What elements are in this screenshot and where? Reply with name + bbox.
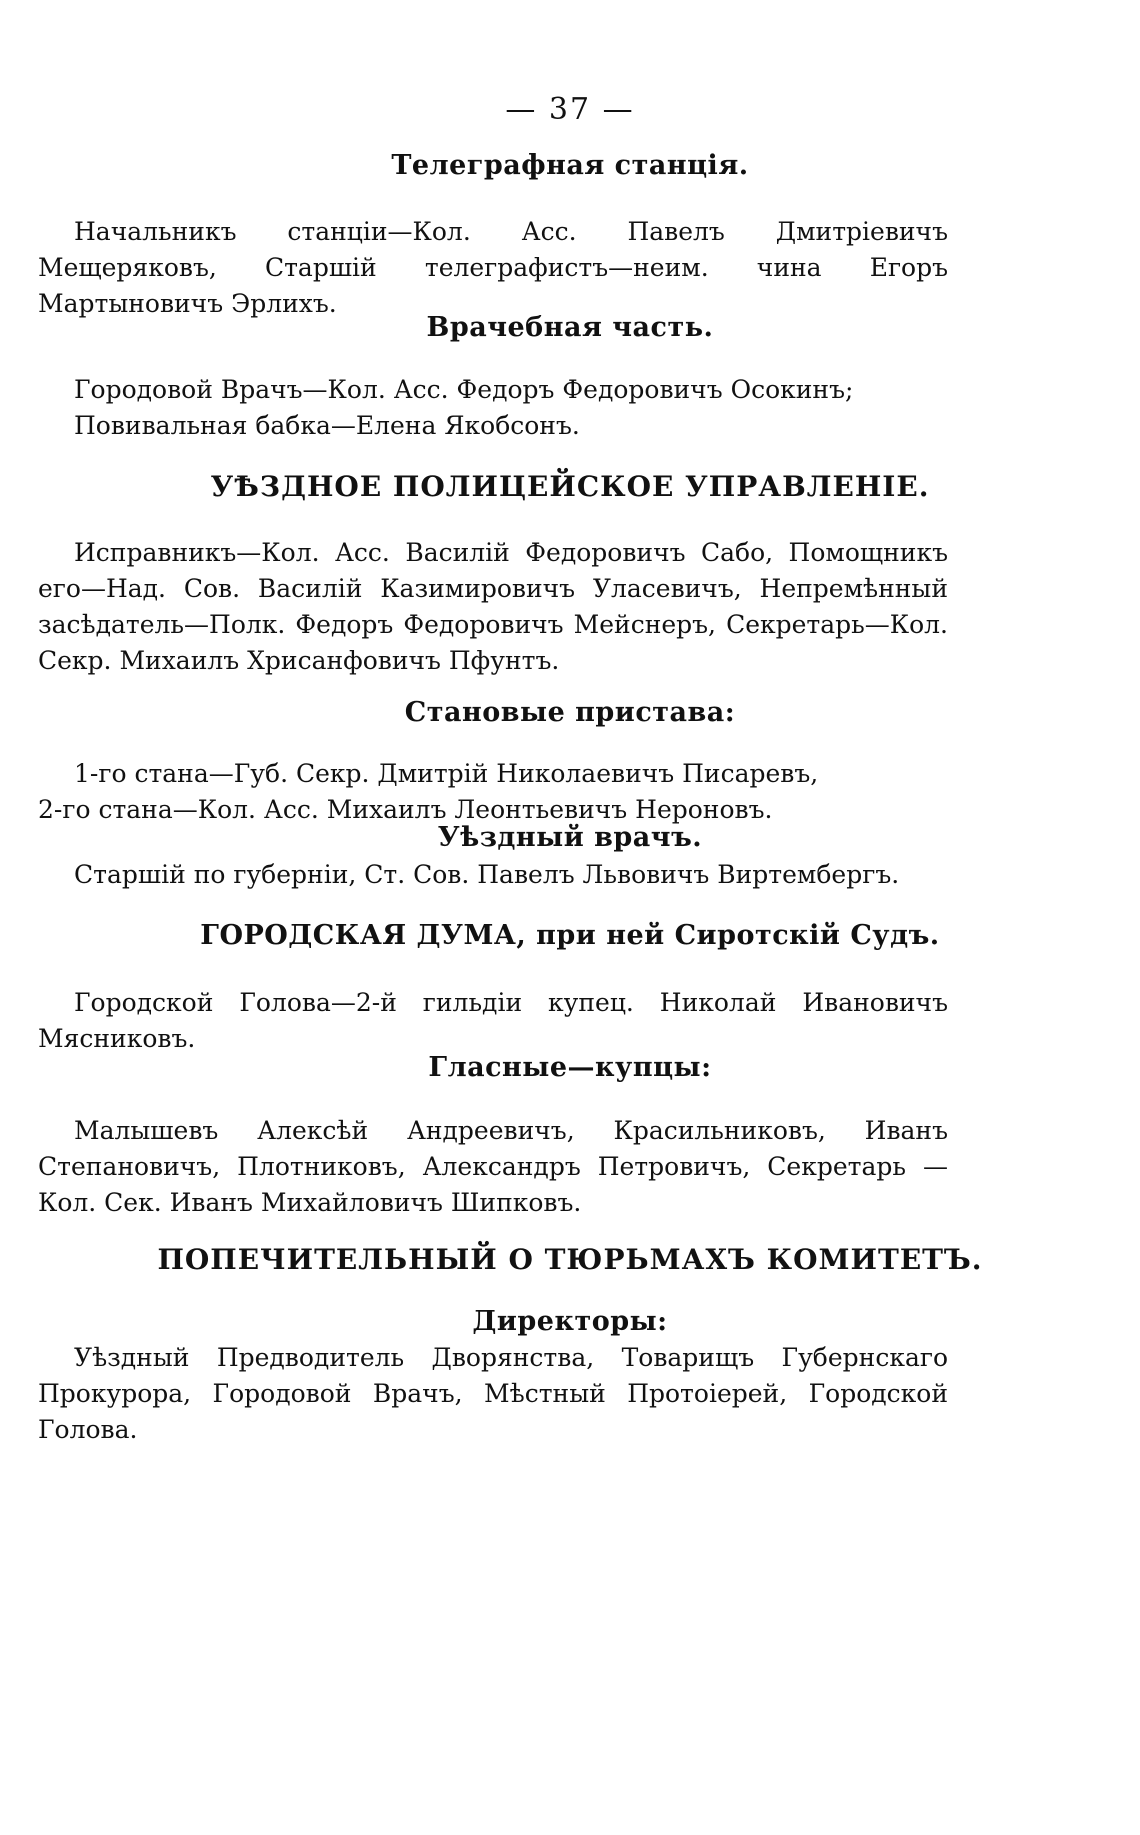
paragraph-duma	[38, 985, 948, 1057]
heading-bailiffs: Становые пристава:	[404, 697, 736, 728]
police-text: Исправникъ—Кол. Асс. Василій Федоровичъ Сабо, Помощникъ его—Над. Сов. Василій Казимировичъ Уласевичъ, Непремѣнный засѣдатель—Полк. Федоръ Федоровичъ Мейснеръ, Секретарь—Кол. Секр. Михаилъ Хрисанфовичъ Пфунтъ.	[38, 538, 948, 675]
medical-line-1: Городовой Врачъ—Кол. Асс. Федоръ Федоровичъ Осокинъ;	[74, 375, 854, 404]
paragraph-bailiffs	[38, 756, 948, 828]
heading-duma: ГОРОДСКАЯ ДУМА, при ней Сиротскій Судъ.	[200, 920, 940, 951]
paragraph-district-doctor	[38, 857, 948, 893]
directors-text: Уѣздный Предводитель Дворянства, Товарищъ Губернскаго Прокурора, Городовой Врачъ, Мѣстный Протоіерей, Городской Голова.	[38, 1343, 948, 1444]
district-doctor-line-1: Старшій по губерніи, Ст. Сов. Павелъ Львовичъ Виртембергъ.	[74, 860, 900, 889]
telegraph-text: Начальникъ станціи—Кол. Асс. Павелъ Дмитріевичъ Мещеряковъ, Старшій телеграфистъ—неим. чина Егоръ Мартыновичъ Эрлихъ.	[38, 217, 948, 318]
page-number: — 37 —	[505, 92, 635, 127]
heading-police: УѢЗДНОЕ ПОЛИЦЕЙСКОЕ УПРАВЛЕНІЕ.	[210, 470, 930, 503]
paragraph-councillors	[38, 1113, 948, 1221]
heading-medical: Врачебная часть.	[426, 312, 714, 343]
paragraph-police	[38, 535, 948, 679]
heading-directors: Директоры:	[472, 1306, 668, 1337]
duma-text: Городской Голова—2-й гильдіи купец. Николай Ивановичъ Мясниковъ.	[38, 988, 948, 1053]
bailiffs-line-1: 1-го стана—Губ. Секр. Дмитрій Николаевичъ Писаревъ,	[74, 759, 819, 788]
paragraph-medical	[38, 372, 948, 444]
heading-prison-committee: ПОПЕЧИТЕЛЬНЫЙ О ТЮРЬМАХЪ КОМИТЕТЪ.	[157, 1243, 983, 1276]
bailiffs-line-2: 2-го стана—Кол. Асс. Михаилъ Леонтьевичъ Нероновъ.	[38, 795, 773, 824]
councillors-text: Малышевъ Алексѣй Андреевичъ, Красильниковъ, Иванъ Степановичъ, Плотниковъ, Александръ Петровичъ, Секретарь —Кол. Сек. Иванъ Михайловичъ Шипковъ.	[38, 1116, 948, 1217]
heading-telegraph: Телеграфная станція.	[391, 150, 749, 181]
heading-district-doctor: Уѣздный врачъ.	[437, 822, 703, 853]
paragraph-telegraph	[38, 214, 948, 322]
medical-line-2: Повивальная бабка—Елена Якобсонъ.	[74, 411, 580, 440]
paragraph-directors	[38, 1340, 948, 1448]
heading-councillors: Гласные—купцы:	[428, 1052, 712, 1083]
